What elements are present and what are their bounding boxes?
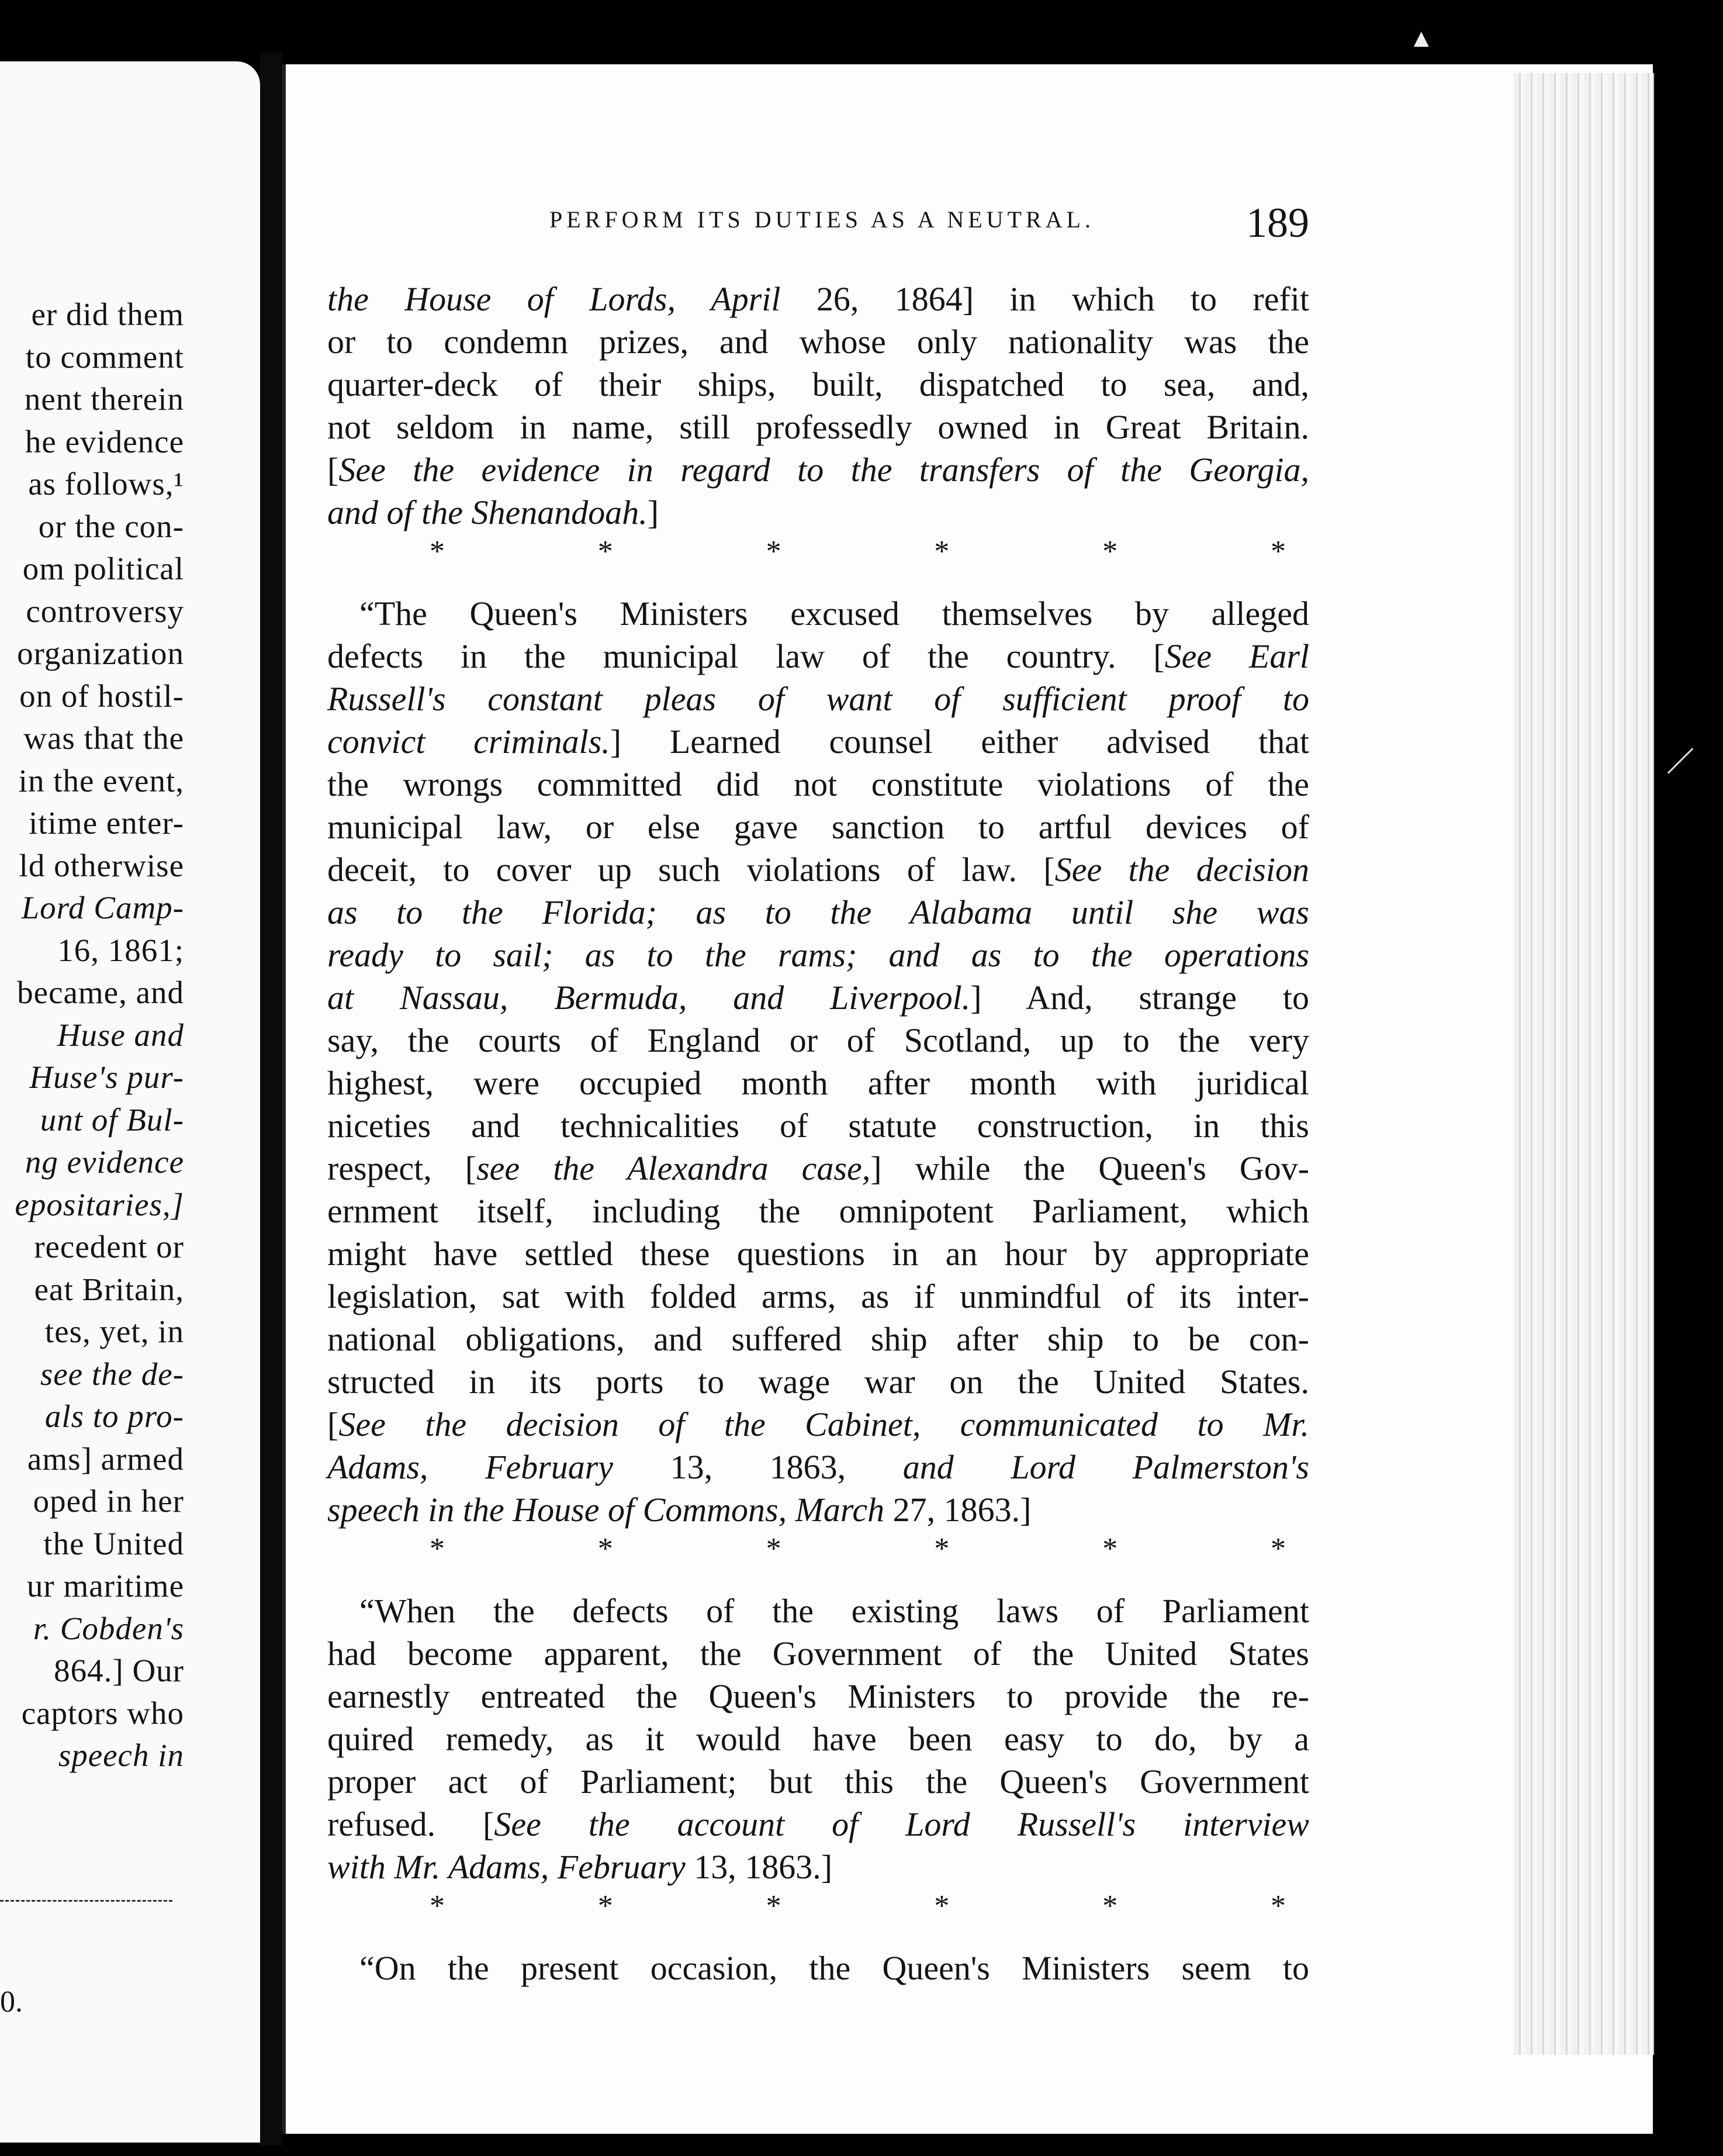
- text-line: [327, 976, 1309, 1019]
- running-head: PERFORM ITS DUTIES AS A NEUTRAL.: [549, 206, 1095, 233]
- left-page-line: als to pro-: [44, 1398, 184, 1434]
- text-run: the wrongs committed did not constitute violations of the: [327, 765, 1309, 803]
- italic-citation: Russell's constant pleas of want of sufficient proof to: [327, 680, 1309, 718]
- text-run: ] Learned counsel either advised that: [610, 723, 1309, 761]
- left-page-line: 16, 1861;: [57, 932, 184, 968]
- asterisk: *: [934, 1889, 950, 1923]
- left-page-line: captors who: [21, 1695, 184, 1731]
- left-page-line: as follows,¹: [28, 466, 184, 502]
- left-page-line: Huse's pur-: [29, 1059, 184, 1095]
- text-line: [327, 1062, 1309, 1104]
- left-page-line: r. Cobden's: [33, 1610, 184, 1646]
- section-break-asterisks: [327, 534, 1309, 570]
- left-page-line: itime enter-: [29, 805, 184, 841]
- left-page-line: tes, yet, in: [44, 1314, 184, 1349]
- left-page-line: eat Britain,: [34, 1271, 184, 1307]
- italic-citation: Adams, February: [327, 1448, 614, 1486]
- text-run: not seldom in name, still professedly owned in Great Britain.: [327, 408, 1309, 446]
- text-line: [327, 934, 1309, 976]
- left-page-line: see the de-: [40, 1356, 184, 1392]
- text-run: legislation, sat with folded arms, as if unmindful of its inter-: [327, 1277, 1309, 1315]
- text-run: 13, 1863,: [613, 1448, 903, 1486]
- asterisk: *: [766, 1889, 781, 1923]
- section-break-asterisks: [327, 1888, 1309, 1924]
- text-run: proper act of Parliament; but this the Queen's Government: [327, 1763, 1309, 1801]
- asterisk: *: [1270, 535, 1286, 568]
- text-run: deceit, to cover up such violations of law. [: [327, 851, 1055, 889]
- text-line: [327, 1360, 1309, 1403]
- text-run: 13, 1863.]: [685, 1848, 833, 1886]
- left-page-line: recedent or: [34, 1229, 184, 1264]
- text-line: [327, 320, 1309, 363]
- left-page-line: Lord Camp-: [21, 890, 184, 925]
- text-run: municipal law, or else gave sanction to artful devices of: [327, 808, 1309, 846]
- text-line: [327, 1760, 1309, 1803]
- italic-citation: See the account of Lord Russell's interview: [494, 1805, 1309, 1843]
- italic-citation: at Nassau, Bermuda, and Liverpool.: [327, 979, 971, 1017]
- text-run: “When the defects of the existing laws of Parliament: [359, 1592, 1309, 1630]
- asterisk: *: [430, 1889, 445, 1923]
- page-number: 189: [1246, 199, 1309, 246]
- text-line: [327, 1446, 1309, 1488]
- text-line: [327, 1488, 1309, 1531]
- text-line: [327, 1403, 1309, 1446]
- left-page-line: speech in: [58, 1737, 184, 1773]
- text-run: respect, [: [327, 1149, 477, 1187]
- text-line: [327, 1803, 1309, 1846]
- left-page: [0, 61, 260, 2143]
- text-line: [327, 806, 1309, 848]
- text-run: defects in the municipal law of the country. [: [327, 637, 1165, 675]
- left-page-line: 864.] Our: [54, 1653, 184, 1688]
- asterisk: *: [597, 1889, 613, 1923]
- left-page-line: ur maritime: [26, 1568, 184, 1604]
- italic-citation: convict criminals.: [327, 723, 610, 761]
- body-text: [327, 278, 1309, 1989]
- left-page-line: ng evidence: [25, 1144, 184, 1180]
- text-line: [327, 1632, 1309, 1675]
- asterisk: *: [430, 535, 445, 568]
- text-line: [327, 763, 1309, 806]
- text-run: might have settled these questions in an hour by appropriate: [327, 1235, 1309, 1273]
- left-page-line: om political: [22, 551, 184, 586]
- text-line: [327, 1104, 1309, 1147]
- footnote-rule: [0, 1900, 172, 1902]
- left-page-line: nent therein: [24, 381, 184, 417]
- asterisk: *: [1102, 1889, 1118, 1923]
- text-line: [327, 592, 1309, 635]
- left-page-line: the United: [43, 1525, 184, 1561]
- italic-citation: ready to sail; as to the rams; and as to the operations: [327, 936, 1309, 974]
- left-page-line: er did them: [31, 296, 184, 332]
- text-line: [327, 1846, 1309, 1888]
- text-line: [327, 1675, 1309, 1718]
- italic-citation: See the evidence in regard to the transfers of the Georgia,: [338, 451, 1309, 489]
- italic-citation: speech in the House of Commons, March: [327, 1491, 885, 1529]
- text-line: [327, 491, 1309, 534]
- text-run: refused. [: [327, 1805, 494, 1843]
- text-line: [327, 891, 1309, 934]
- text-run: quarter-deck of their ships, built, dispatched to sea, and,: [327, 365, 1309, 403]
- asterisk: *: [934, 1532, 950, 1566]
- text-run: 26, 1864] in which to refit: [780, 280, 1309, 318]
- text-run: ] And, strange to: [970, 979, 1309, 1017]
- asterisk: *: [934, 535, 950, 568]
- left-page-line: ams] armed: [27, 1440, 184, 1477]
- asterisk: *: [1270, 1889, 1286, 1923]
- text-line: [327, 720, 1309, 763]
- italic-citation: as to the Florida; as to the Alabama until she was: [327, 893, 1309, 931]
- text-line: [327, 1190, 1309, 1232]
- text-line: [327, 678, 1309, 720]
- text-run: 27, 1863.]: [884, 1491, 1032, 1529]
- text-line: [327, 406, 1309, 448]
- text-run: [: [327, 451, 339, 489]
- italic-citation: see the Alexandra case,: [476, 1149, 871, 1187]
- left-page-line: ld otherwise: [19, 847, 184, 883]
- text-run: [: [327, 1405, 339, 1443]
- left-page-line: oped in her: [33, 1483, 184, 1519]
- text-run: had become apparent, the Government of the United States: [327, 1635, 1309, 1673]
- asterisk: *: [1102, 1532, 1118, 1566]
- left-page-line: he evidence: [25, 423, 184, 459]
- asterisk: *: [430, 1532, 445, 1566]
- asterisk: *: [1270, 1532, 1286, 1566]
- text-run: “On the present occasion, the Queen's Ministers seem to: [359, 1949, 1309, 1987]
- page-edges: [1514, 73, 1654, 2055]
- text-line: [327, 363, 1309, 406]
- text-run: structed in its ports to wage war on the United States.: [327, 1363, 1309, 1401]
- left-page-line: on of hostil-: [19, 678, 184, 714]
- book-gutter: [260, 53, 282, 2145]
- left-page-line: in the event,: [18, 762, 184, 799]
- left-page-line: Huse and: [57, 1017, 184, 1053]
- text-line: [327, 1147, 1309, 1190]
- text-line: [327, 1318, 1309, 1360]
- text-line: [327, 635, 1309, 678]
- text-run: national obligations, and suffered ship after ship to be con-: [327, 1320, 1309, 1358]
- left-page-line: organization: [17, 635, 184, 671]
- text-run: quired remedy, as it would have been easy to do, by a: [327, 1720, 1309, 1758]
- italic-citation: with Mr. Adams, February: [327, 1848, 686, 1886]
- text-line: [327, 1590, 1309, 1632]
- text-line: [327, 1019, 1309, 1062]
- text-line: [327, 278, 1309, 320]
- asterisk: *: [766, 1532, 781, 1566]
- text-run: “The Queen's Ministers excused themselves by alleged: [359, 595, 1309, 633]
- text-run: say, the courts of England or of Scotland, up to the very: [327, 1021, 1309, 1059]
- left-footnote: 0.: [0, 1985, 23, 2019]
- section-break-asterisks: [327, 1531, 1309, 1567]
- left-page-line: was that the: [23, 720, 184, 756]
- text-line: [327, 448, 1309, 491]
- text-line: [327, 848, 1309, 891]
- asterisk: *: [766, 535, 781, 568]
- text-run: ] while the Queen's Gov-: [870, 1149, 1310, 1187]
- scan-stroke: [1667, 748, 1694, 774]
- left-page-line: became, and: [17, 975, 184, 1010]
- text-run: ]: [647, 493, 659, 531]
- scan-mark: ▲: [1409, 24, 1434, 53]
- italic-citation: and Lord Palmerston's: [902, 1448, 1309, 1486]
- asterisk: *: [597, 535, 613, 568]
- asterisk: *: [597, 1532, 613, 1566]
- text-line: [327, 1275, 1309, 1318]
- italic-citation: See the decision of the Cabinet, communicated to Mr.: [338, 1405, 1309, 1443]
- italic-citation: See the decision: [1054, 851, 1309, 889]
- text-run: ernment itself, including the omnipotent Parliament, which: [327, 1192, 1309, 1230]
- left-page-line: or the con-: [38, 508, 184, 544]
- left-page-line: unt of Bul-: [40, 1101, 184, 1138]
- asterisk: *: [1102, 535, 1118, 568]
- text-run: earnestly entreated the Queen's Ministers to provide the re-: [327, 1677, 1309, 1715]
- text-run: highest, were occupied month after month with juridical: [327, 1064, 1309, 1102]
- left-page-line: controversy: [26, 593, 184, 629]
- italic-citation: See Earl: [1164, 637, 1309, 675]
- italic-citation: and of the Shenandoah.: [327, 493, 648, 531]
- text-run: niceties and technicalities of statute construction, in this: [327, 1107, 1309, 1145]
- text-line: [327, 1947, 1309, 1989]
- left-page-line: epositaries,]: [15, 1186, 184, 1222]
- text-run: or to condemn prizes, and whose only nationality was the: [327, 323, 1309, 361]
- text-line: [327, 1232, 1309, 1275]
- text-line: [327, 1718, 1309, 1760]
- left-page-line: to comment: [25, 338, 184, 375]
- italic-citation: the House of Lords, April: [327, 280, 781, 318]
